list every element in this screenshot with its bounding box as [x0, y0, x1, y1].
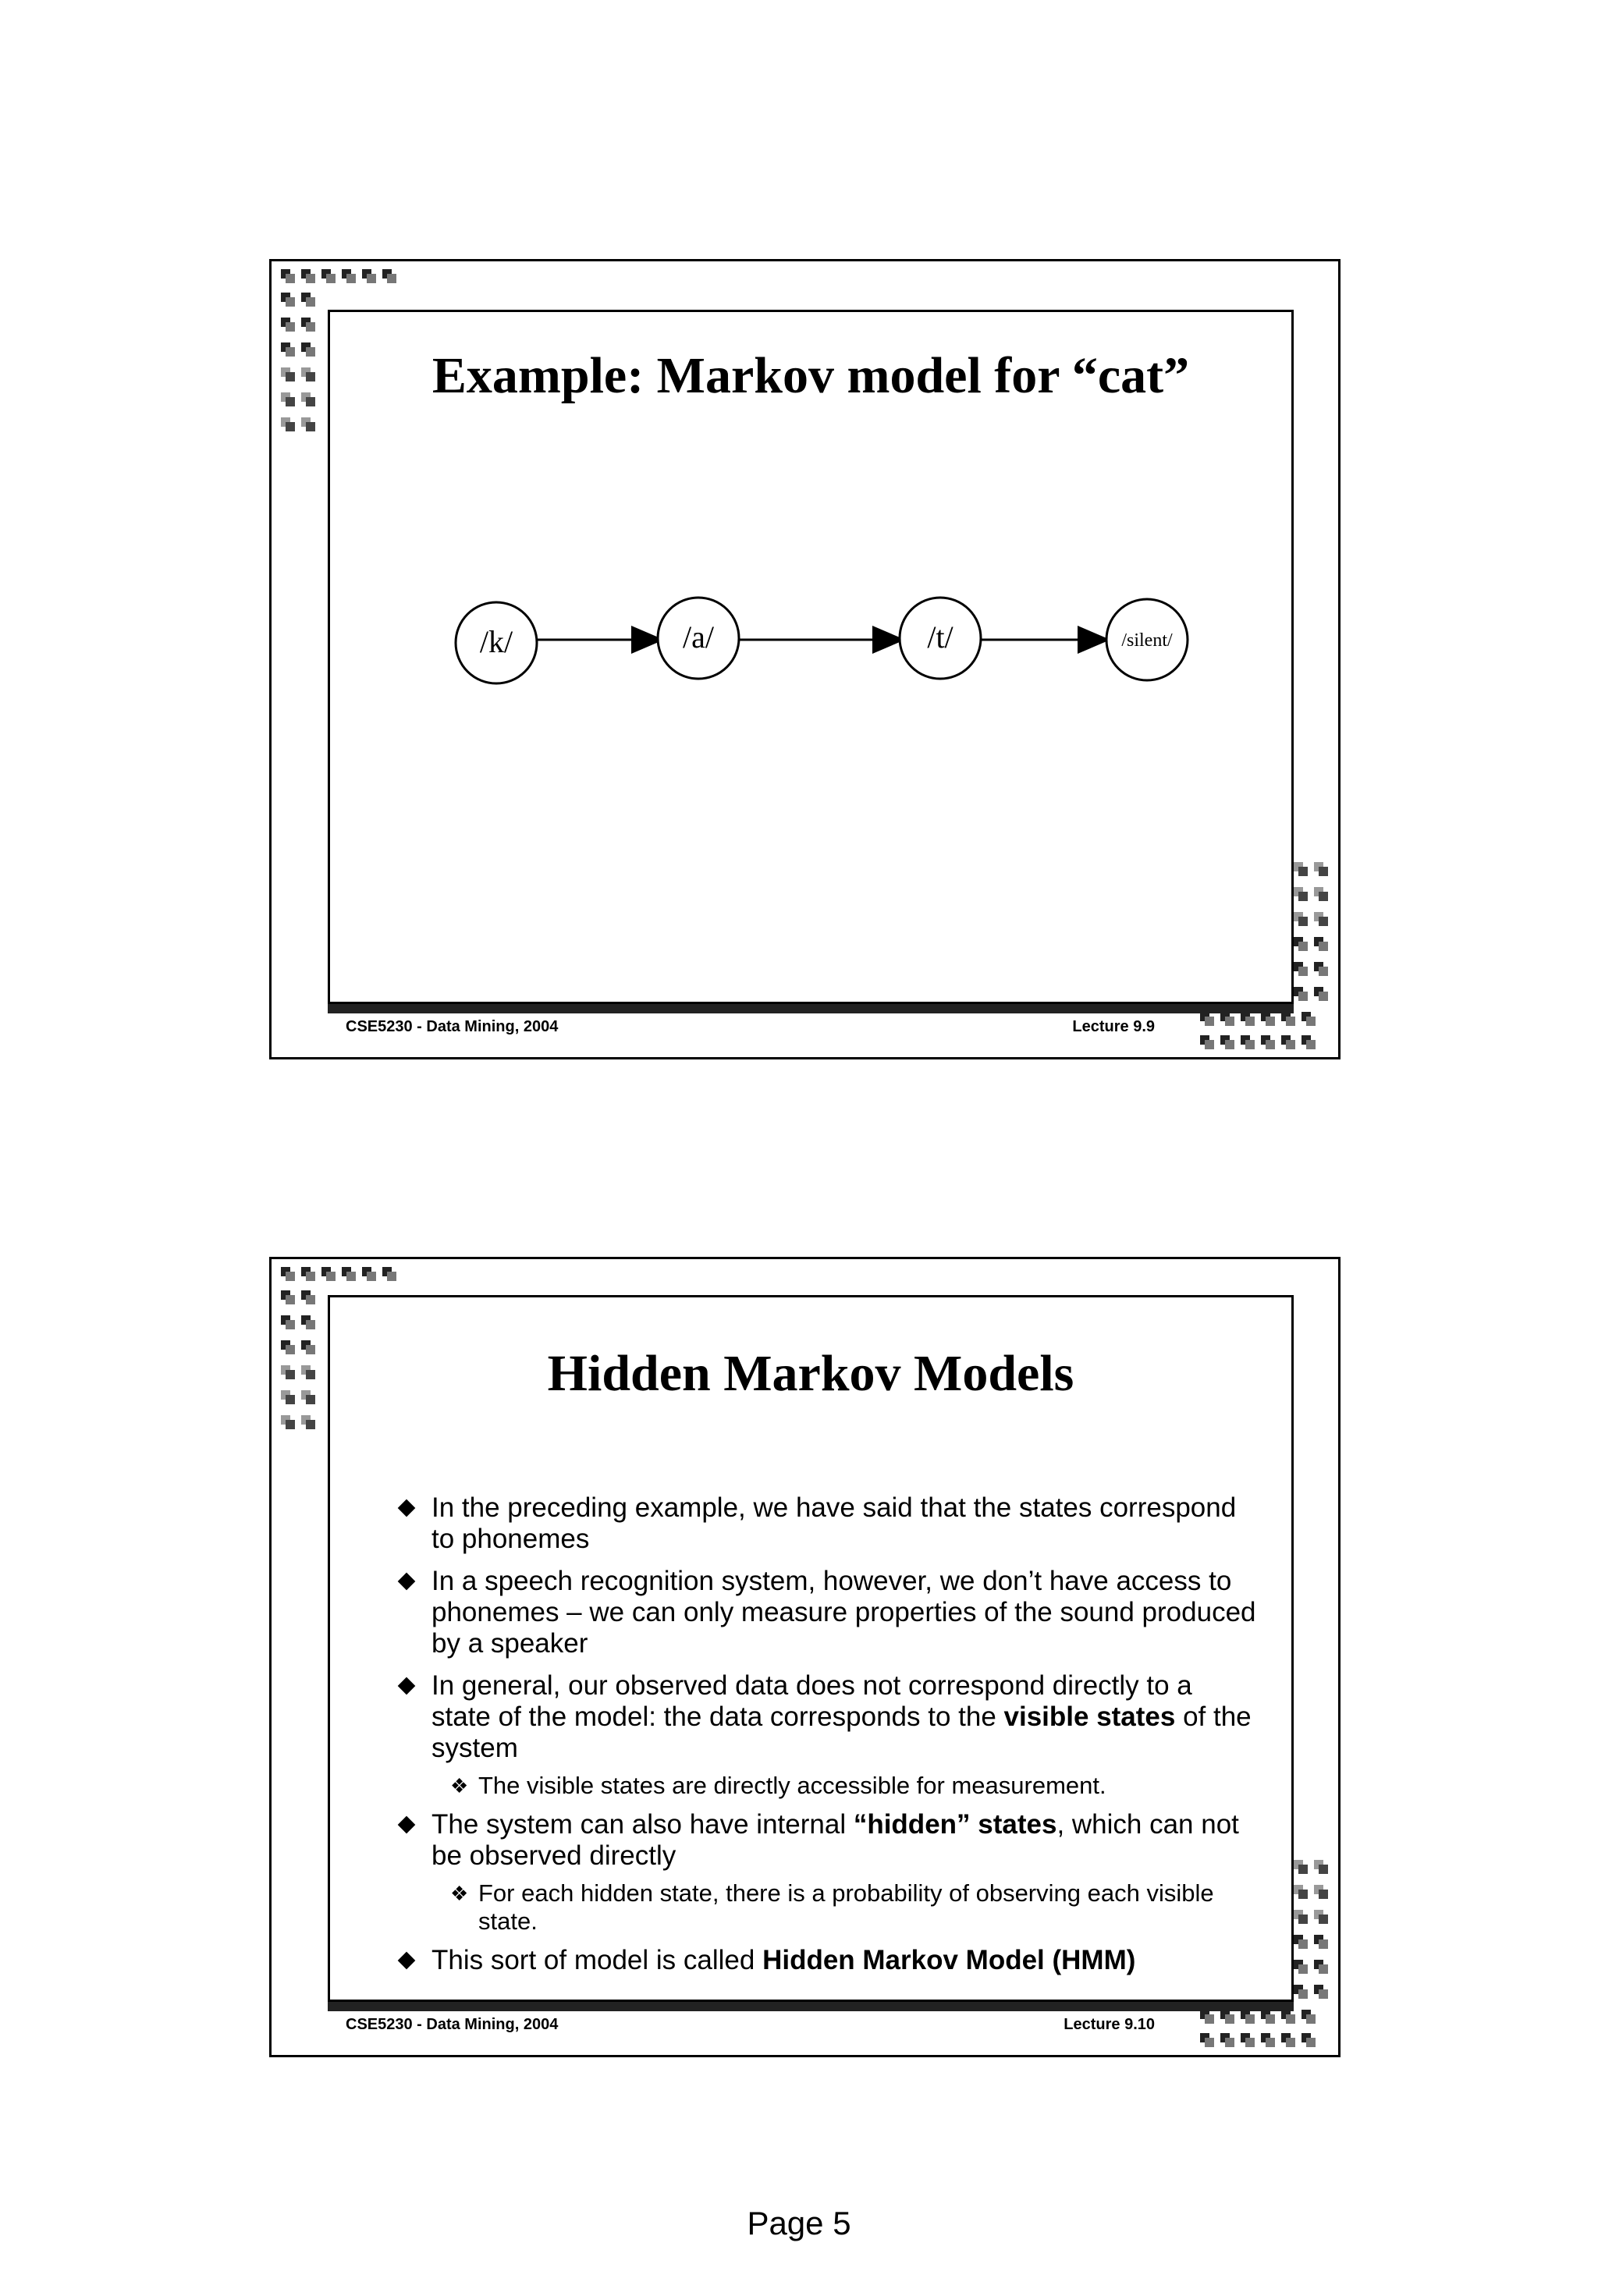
slide-footer-course: CSE5230 - Data Mining, 2004	[346, 2016, 559, 2033]
slide-title: Example: Markov model for “cat”	[431, 347, 1190, 404]
diamond-bullet-icon	[398, 1573, 416, 1591]
bullet-item: In general, our observed data does not correspond directly to a state of the model: the data corresponds to the visible states of the system	[400, 1670, 1259, 1764]
bullet-item: In a speech recognition system, however, we don’t have access to phonemes – we can only measure properties of the sound produced by a speaker	[400, 1566, 1259, 1659]
four-diamond-bullet-icon: ❖	[450, 1882, 469, 1905]
slide-content-area	[328, 1295, 1294, 2002]
bullet-item: In the preceding example, we have said that the states correspond to phonemes	[400, 1492, 1259, 1555]
slide-footer-lecture: Lecture 9.10	[1064, 2016, 1155, 2033]
state-label-k: /k/	[479, 624, 513, 659]
slide-shadow	[328, 1004, 1294, 1013]
sub-bullet-item: ❖ The visible states are directly accessible for measurement.	[450, 1772, 1106, 1799]
slide-9-9	[269, 259, 1341, 1059]
state-label-t: /t/	[927, 619, 953, 655]
bullet-item: The system can also have internal “hidden” states, which can not be observed directly	[400, 1809, 1259, 1872]
diamond-bullet-icon	[398, 1816, 416, 1834]
emphasis-text: visible states	[1003, 1702, 1176, 1732]
slide-shadow	[328, 2002, 1294, 2011]
slide-title: Hidden Markov Models	[547, 1345, 1074, 1402]
slide-9-10	[269, 1257, 1341, 2057]
slide-content-area	[328, 310, 1294, 1004]
slide-footer-course: CSE5230 - Data Mining, 2004	[346, 1018, 559, 1035]
state-label-silent: /silent/	[1121, 630, 1173, 651]
four-diamond-bullet-icon: ❖	[450, 1774, 469, 1797]
sub-bullet-item: ❖ For each hidden state, there is a probability of observing each visible state.	[450, 1879, 1214, 1935]
page-number: Page 5	[747, 2205, 851, 2241]
diamond-bullet-icon	[398, 1952, 416, 1970]
diamond-bullet-icon	[398, 1677, 416, 1695]
diamond-bullet-icon	[398, 1499, 416, 1517]
markov-chain-diagram	[330, 312, 1291, 1002]
emphasis-text: “hidden” states	[853, 1809, 1057, 1840]
bullet-list	[400, 1492, 1259, 1987]
bullet-item: This sort of model is called Hidden Markov Model (HMM)	[400, 1945, 1259, 1976]
emphasis-text: Hidden Markov Model (HMM)	[762, 1945, 1136, 1975]
slide-footer-lecture: Lecture 9.9	[1072, 1018, 1155, 1035]
state-label-a: /a/	[683, 619, 714, 655]
